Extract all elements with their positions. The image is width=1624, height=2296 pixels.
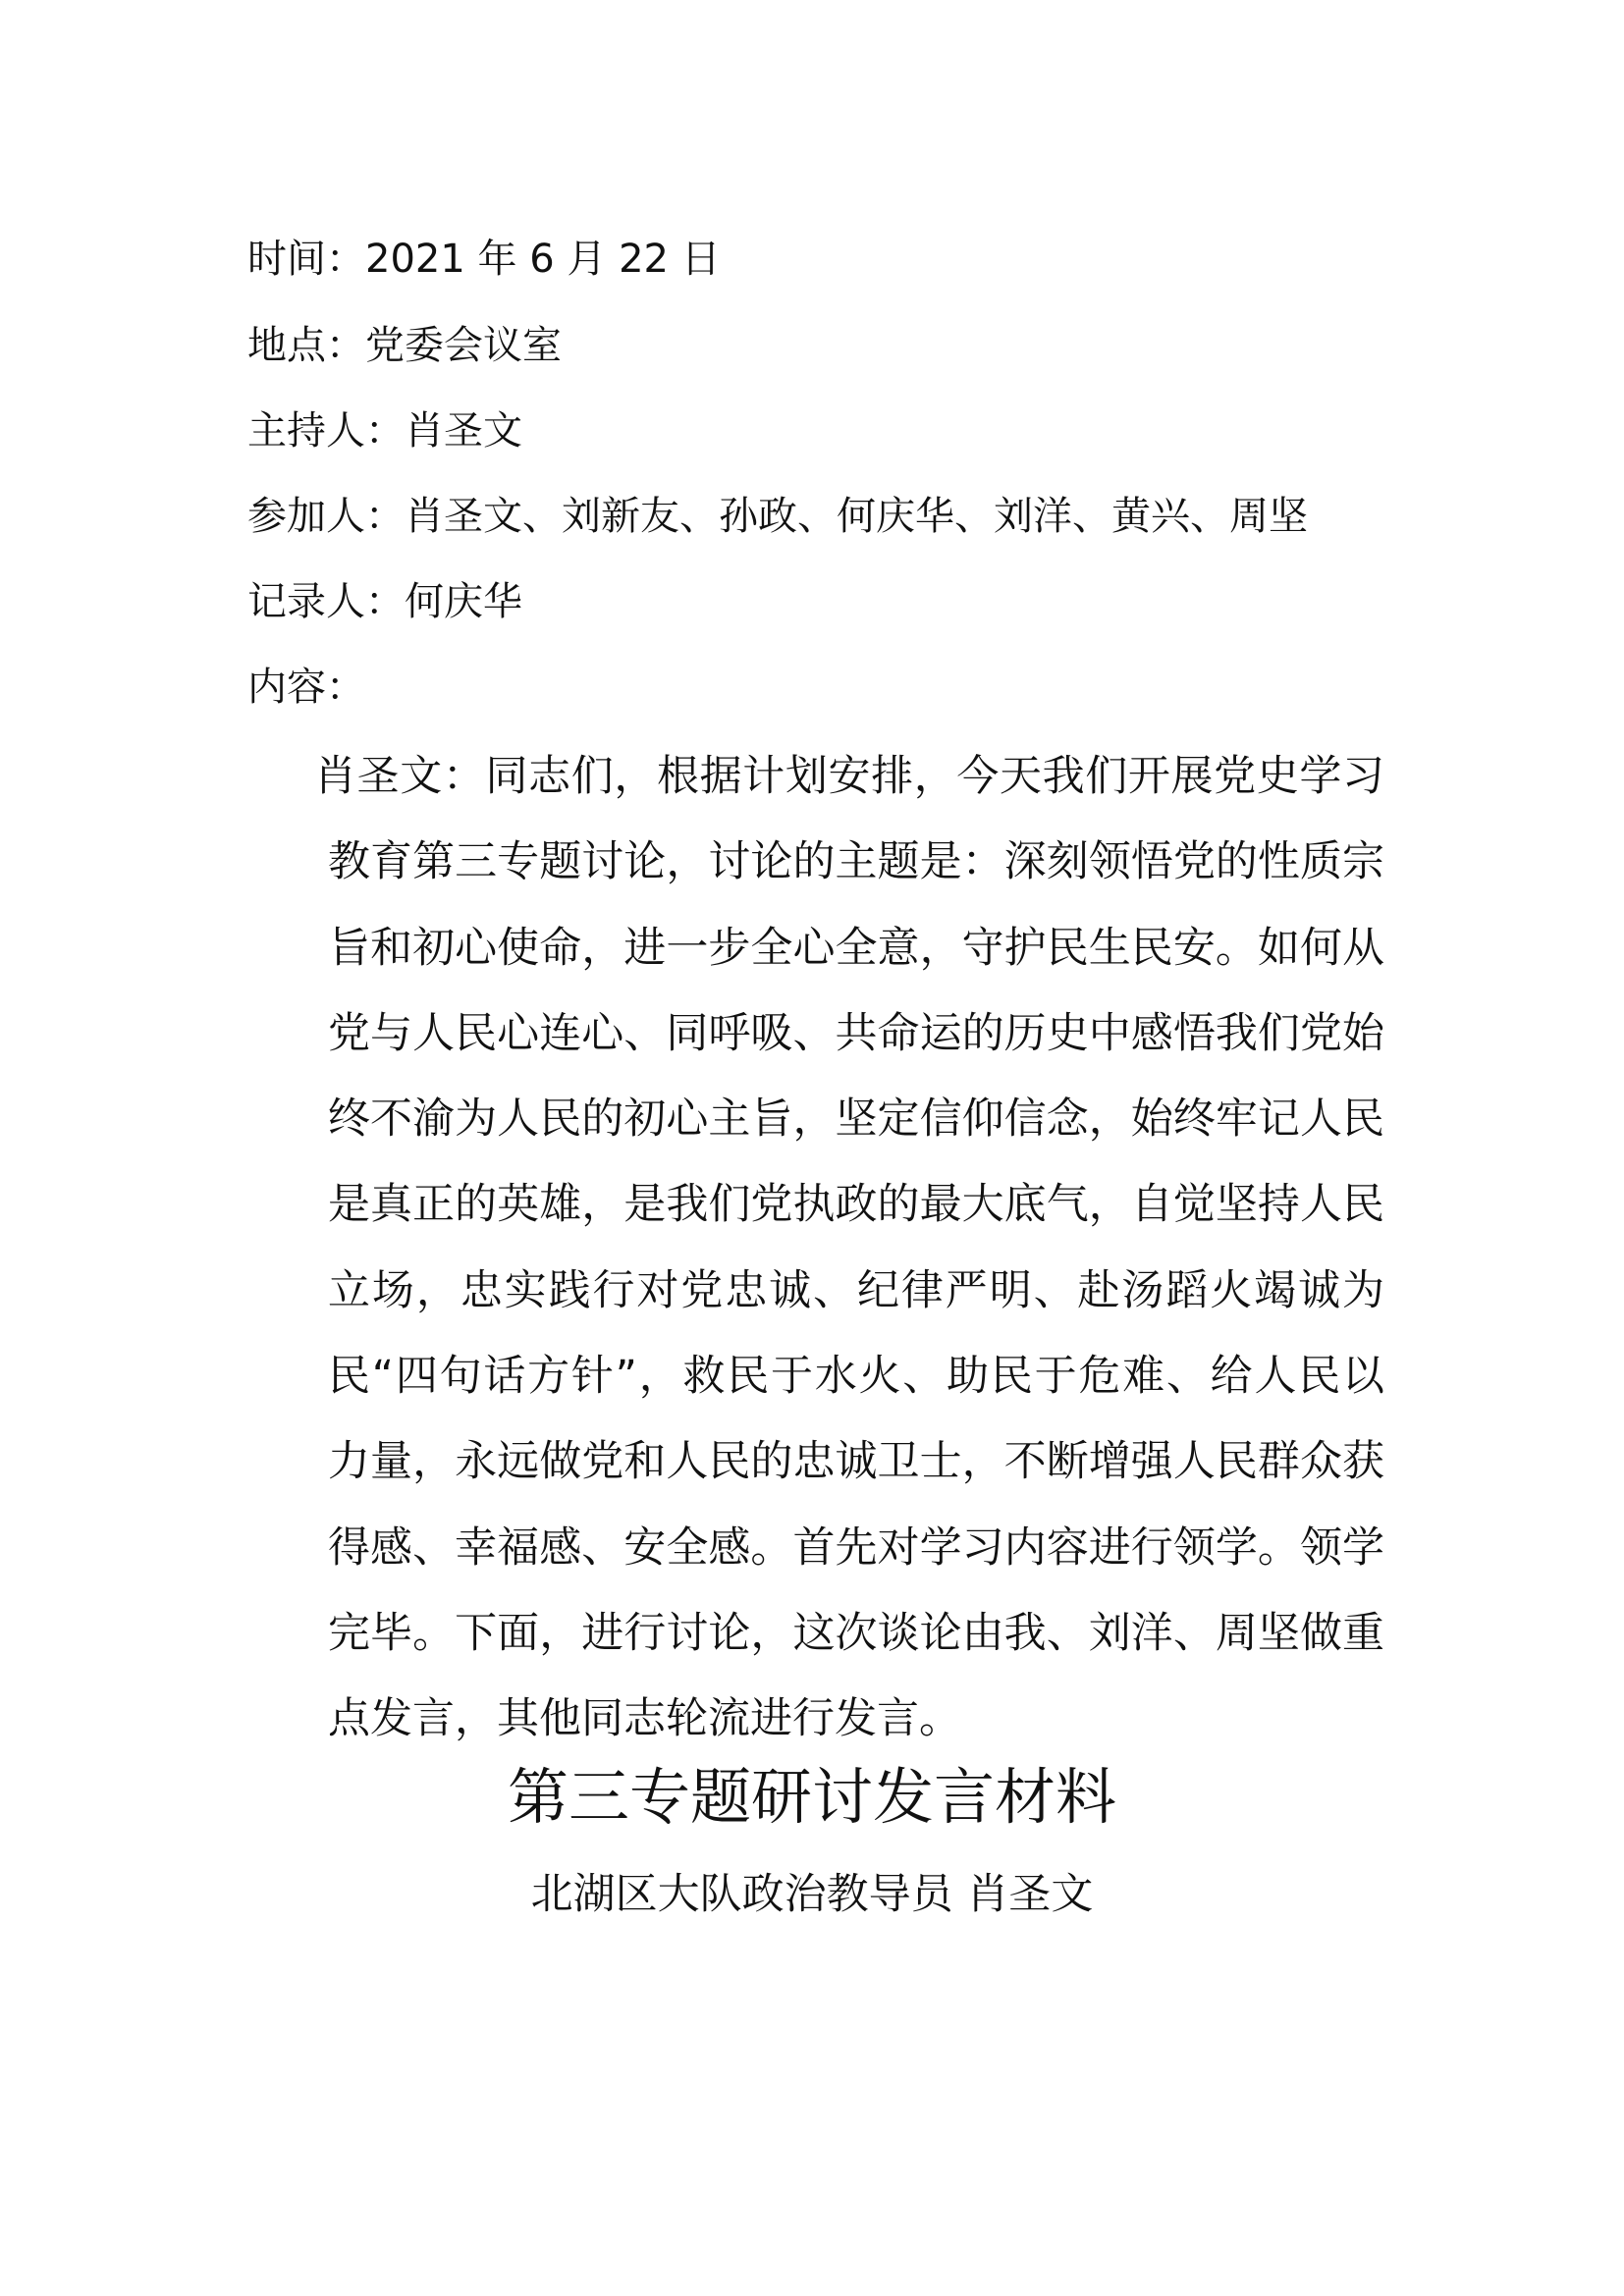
time-label: 时间： [247, 237, 365, 282]
section-title: 第三专题研讨发言材料 [507, 1761, 1116, 1833]
attendees-label: 参加人： [247, 494, 405, 539]
meta-content-label [247, 660, 365, 715]
meta-recorder [247, 574, 522, 629]
host-label: 主持人： [247, 408, 405, 454]
attendees-value: 肖圣文、刘新友、孙政、何庆华、刘洋、黄兴、周坚 [405, 494, 1308, 539]
place-label: 地点： [247, 323, 365, 368]
content-label: 内容： [247, 665, 365, 710]
meta-place [247, 318, 562, 373]
place-value: 党委会议室 [365, 323, 562, 368]
section-byline: 北湖区大队政治教导员 肖圣文 [530, 1870, 1094, 1919]
meta-attendees [247, 489, 1308, 544]
time-value: 2021 年 6 月 22 日 [365, 237, 721, 282]
recorder-value: 何庆华 [405, 579, 522, 624]
meta-time [247, 232, 721, 287]
meta-host [247, 403, 522, 458]
discussion-paragraph: 肖圣文：同志们，根据计划安排，今天我们开展党史学习教育第三专题讨论，讨论的主题是：深刻领悟党的性质宗旨和初心使命，进一步全心全意，守护民生民安。如何从党与人民心连心、同呼吸、共命运的历史中感悟我们党始终不渝为人民的初心主旨，坚定信仰信念，始终牢记人民是真正的英雄，是我们党执政的最大底气，自觉坚持人民立场，忠实践行对党忠诚、纪律严明、赴汤蹈火竭诚为民“四句话方针”，救民于水火、助民于危难、给人民以力量，永远做党和人民的忠诚卫士，不断增强人民群众获得感、幸福感、安全感。首先对学习内容进行领学。领学完毕。下面，进行讨论，这次谈论由我、刘洋、周坚做重点发言，其他同志轮流进行发言。 [314, 752, 1384, 1744]
host-value: 肖圣文 [405, 408, 522, 454]
recorder-label: 记录人： [247, 579, 405, 624]
